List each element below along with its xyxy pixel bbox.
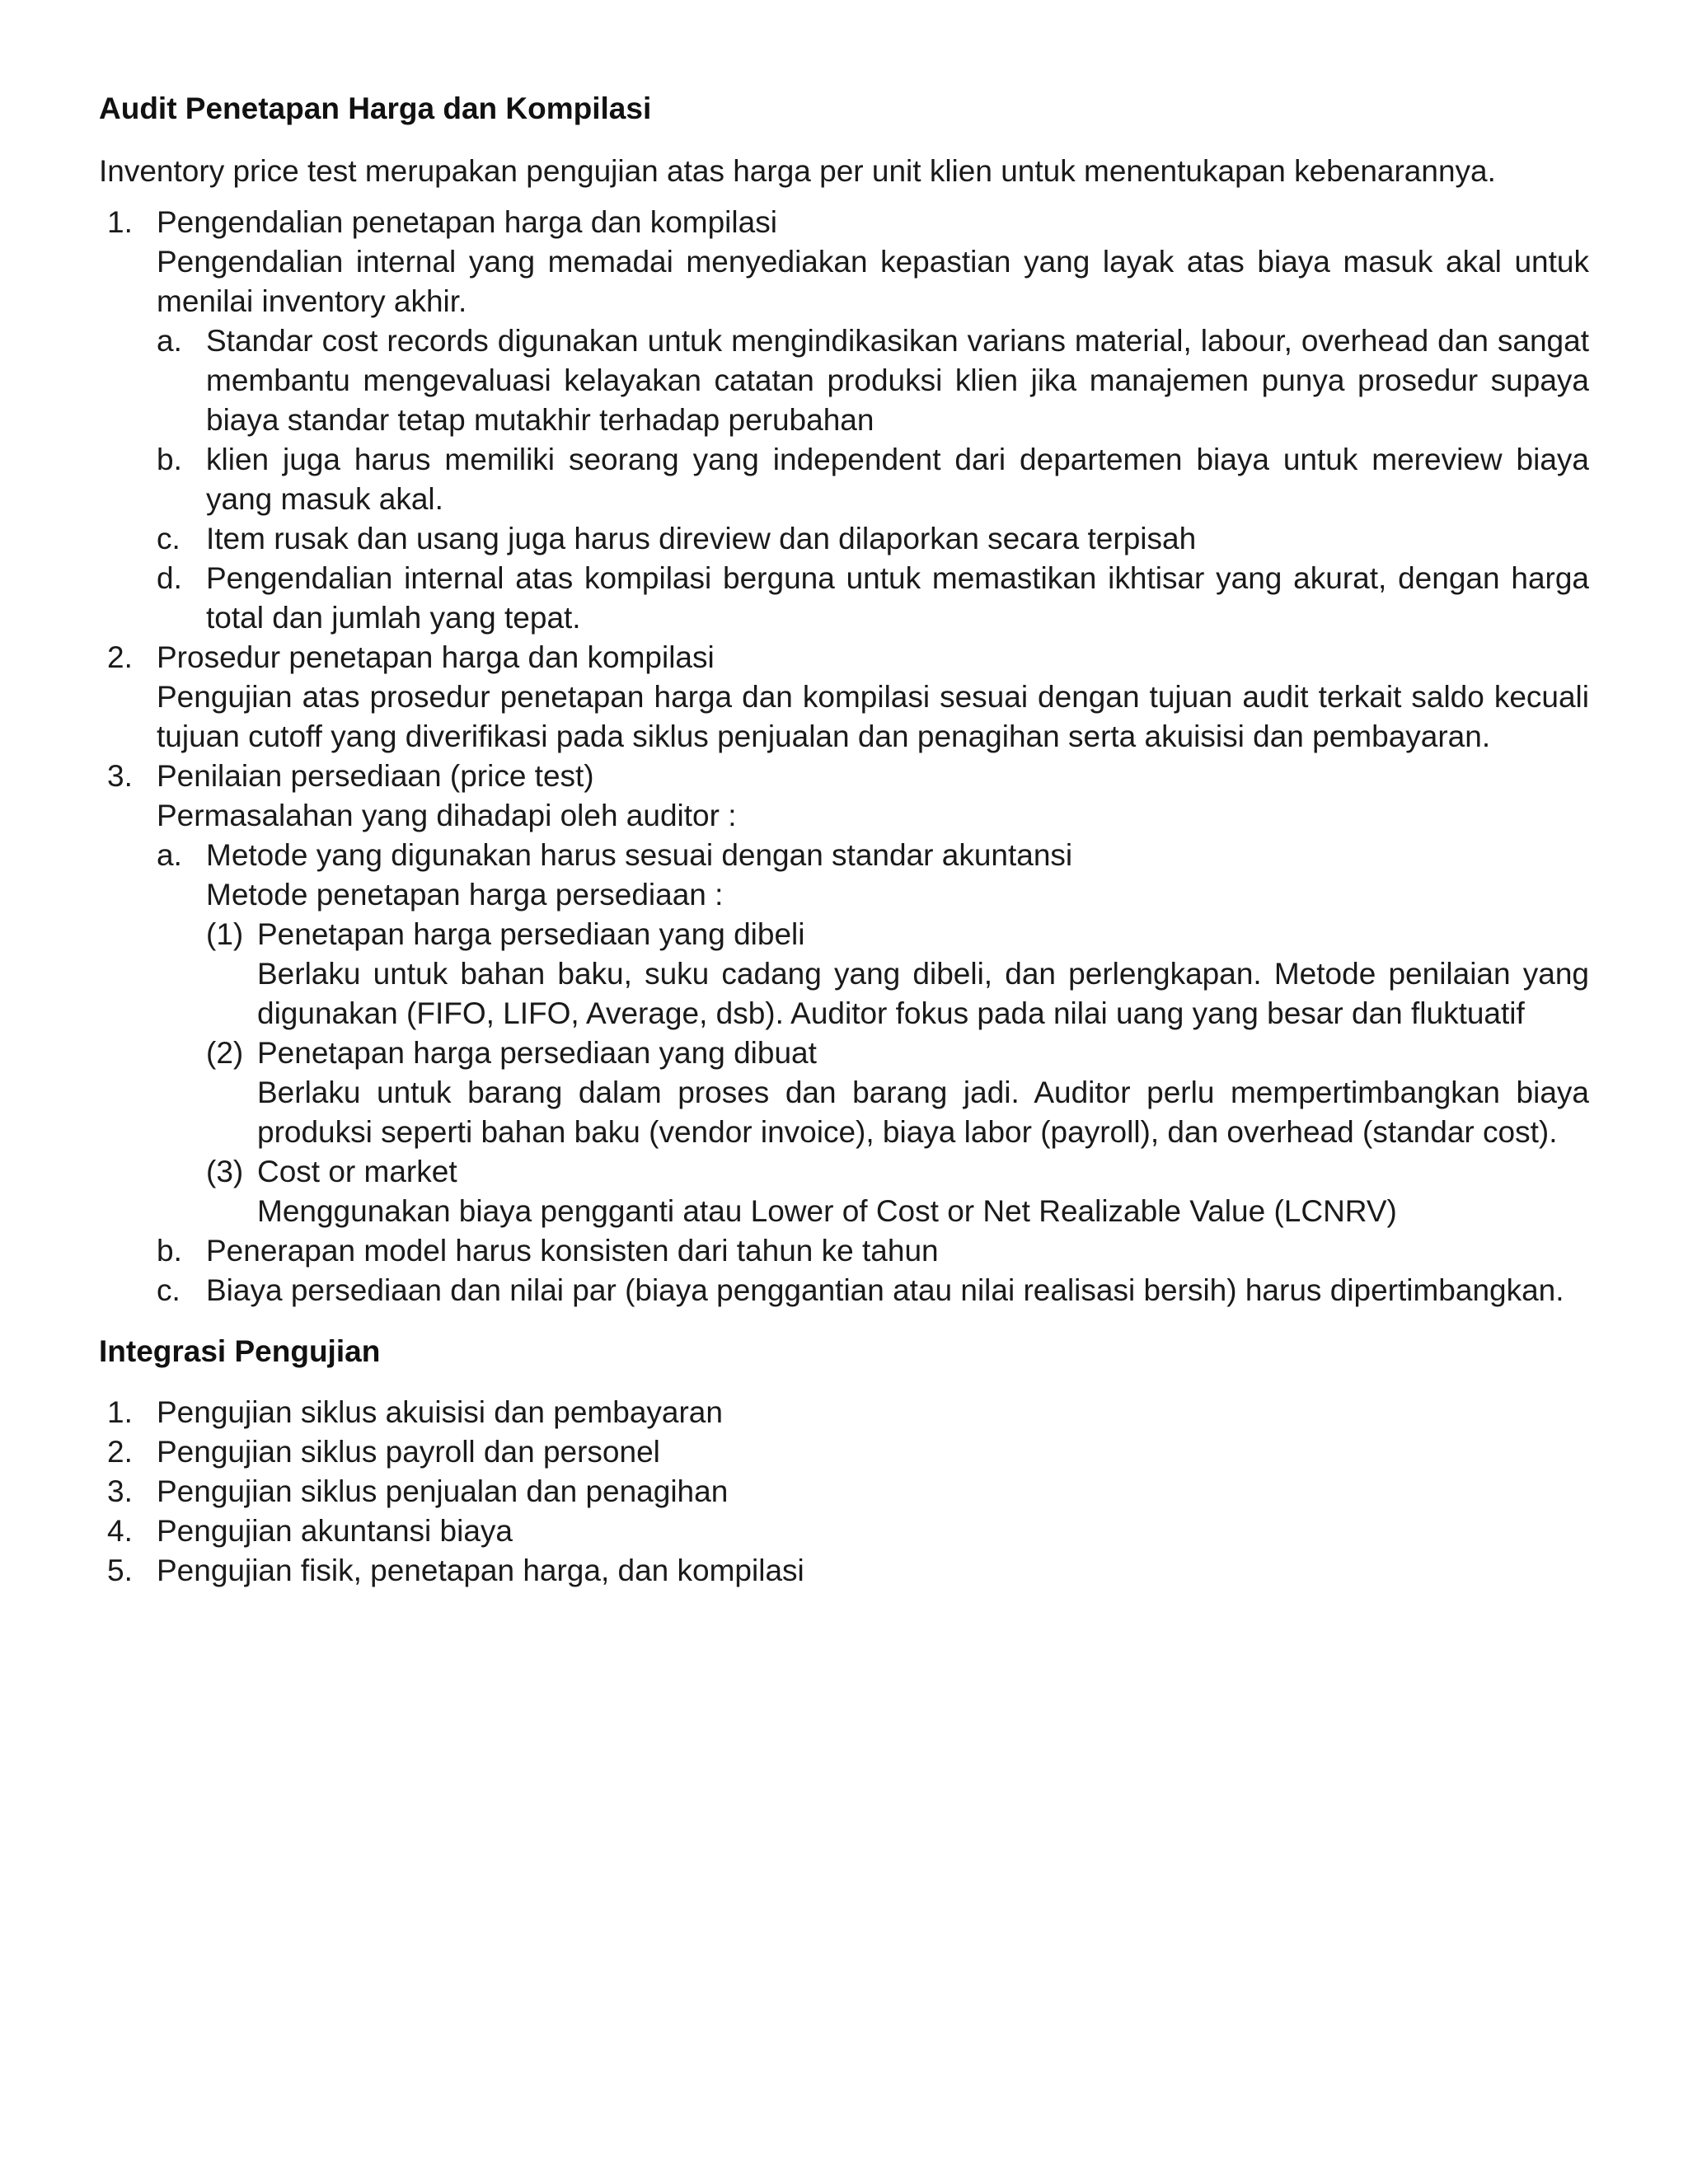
sub-sub-item-body: Berlaku untuk barang dalam proses dan barang jadi. Auditor perlu mempertimbangkan biaya produksi seperti bahan baku (vendor invoice), biaya labor (payroll), dan overhead (standar cost).	[257, 1076, 1589, 1149]
sub-item-1a	[99, 321, 1589, 440]
list-number: 4.	[107, 1514, 133, 1548]
sub-item-letter: c.	[157, 522, 181, 555]
section-title-integrasi: Integrasi Pengujian	[99, 1334, 381, 1368]
sub-item-letter: b.	[157, 1234, 182, 1268]
item-heading: Penilaian persediaan (price test)	[157, 759, 594, 793]
sub-item-letter: c.	[157, 1273, 181, 1307]
list-item-text: Pengujian siklus akuisisi dan pembayaran	[157, 1395, 723, 1429]
sub-item-letter: d.	[157, 561, 182, 595]
list-item	[99, 1472, 1589, 1511]
sub-sub-item-heading: Penetapan harga persediaan yang dibuat	[257, 1036, 817, 1070]
list-item	[99, 1551, 1589, 1591]
sub-item-body: Metode penetapan harga persediaan :	[206, 878, 724, 912]
section-title-audit: Audit Penetapan Harga dan Kompilasi	[99, 91, 652, 125]
list-item	[99, 1432, 1589, 1472]
integration-list	[99, 1393, 1589, 1591]
sub-item-letter: a.	[157, 324, 182, 358]
sub-item-1c	[99, 519, 1589, 559]
sub-item-text: Biaya persediaan dan nilai par (biaya penggantian atau nilai realisasi bersih) harus dipertimbangkan.	[206, 1273, 1564, 1307]
list-item	[99, 1511, 1589, 1551]
sub-item-text: Standar cost records digunakan untuk mengindikasikan varians material, labour, overhead dan sangat membantu mengevaluasi kelayakan catatan produksi klien jika manajemen punya prosedur supaya biaya standar tetap mutakhir terhadap perubahan	[206, 324, 1589, 437]
list-item-text: Pengujian siklus penjualan dan penagihan	[157, 1474, 729, 1508]
list-number: 2.	[107, 1435, 133, 1469]
sub-item-letter: b.	[157, 443, 182, 476]
sub-item-text: Penerapan model harus konsisten dari tahun ke tahun	[206, 1234, 939, 1268]
item-body: Pengendalian internal yang memadai menyediakan kepastian yang layak atas biaya masuk akal untuk menilai inventory akhir.	[157, 245, 1589, 318]
list-number: 1.	[107, 205, 133, 239]
list-number: 3.	[107, 1474, 133, 1508]
list-item-text: Pengujian siklus payroll dan personel	[157, 1435, 660, 1469]
sub-item-3c	[99, 1271, 1589, 1310]
list-item	[99, 1393, 1589, 1432]
list-item-1	[99, 203, 1589, 321]
list-number: 2.	[107, 640, 133, 674]
item-heading: Prosedur penetapan harga dan kompilasi	[157, 640, 715, 674]
list-number: 1.	[107, 1395, 133, 1429]
sub-sub-item-body: Berlaku untuk bahan baku, suku cadang yang dibeli, dan perlengkapan. Metode penilaian yang digunakan (FIFO, LIFO, Average, dsb). Auditor fokus pada nilai uang yang besar dan fluktuatif	[257, 957, 1589, 1030]
sub-item-text: Pengendalian internal atas kompilasi berguna untuk memastikan ikhtisar yang akurat, dengan harga total dan jumlah yang tepat.	[206, 561, 1589, 635]
list-item-text: Pengujian fisik, penetapan harga, dan kompilasi	[157, 1554, 804, 1587]
sub-item-1b	[99, 440, 1589, 519]
sub-item-text: klien juga harus memiliki seorang yang independent dari departemen biaya untuk mereview biaya yang masuk akal.	[206, 443, 1589, 516]
list-number: 5.	[107, 1554, 133, 1587]
item-heading: Pengendalian penetapan harga dan kompilasi	[157, 205, 777, 239]
item-body: Pengujian atas prosedur penetapan harga dan kompilasi sesuai dengan tujuan audit terkait saldo kecuali tujuan cutoff yang diverifikasi pada siklus penjualan dan penagihan serta akuisisi dan pembayaran.	[157, 680, 1589, 753]
list-item-3	[99, 757, 1589, 836]
document-page	[99, 89, 1589, 1591]
sub-sub-item-heading: Cost or market	[257, 1155, 457, 1188]
sub-sub-item-body: Menggunakan biaya pengganti atau Lower of Cost or Net Realizable Value (LCNRV)	[257, 1194, 1397, 1228]
list-item-2	[99, 638, 1589, 757]
sub-item-text: Metode yang digunakan harus sesuai dengan standar akuntansi	[206, 838, 1073, 872]
sub-sub-item-number: (2)	[206, 1036, 244, 1070]
list-item-text: Pengujian akuntansi biaya	[157, 1514, 513, 1548]
item-body: Permasalahan yang dihadapi oleh auditor :	[157, 799, 737, 832]
list-number: 3.	[107, 759, 133, 793]
sub-item-letter: a.	[157, 838, 182, 872]
sub-sub-item-3a3	[99, 1152, 1589, 1231]
sub-sub-item-3a2	[99, 1033, 1589, 1152]
sub-sub-item-number: (1)	[206, 917, 244, 951]
sub-sub-item-heading: Penetapan harga persediaan yang dibeli	[257, 917, 805, 951]
intro-paragraph: Inventory price test merupakan pengujian atas harga per unit klien untuk menentukapan kebenarannya.	[99, 154, 1496, 188]
sub-item-3a	[99, 836, 1589, 915]
sub-item-1d	[99, 559, 1589, 638]
sub-item-3b	[99, 1231, 1589, 1271]
sub-sub-item-number: (3)	[206, 1155, 244, 1188]
sub-item-text: Item rusak dan usang juga harus direview dan dilaporkan secara terpisah	[206, 522, 1197, 555]
sub-sub-item-3a1	[99, 915, 1589, 1033]
